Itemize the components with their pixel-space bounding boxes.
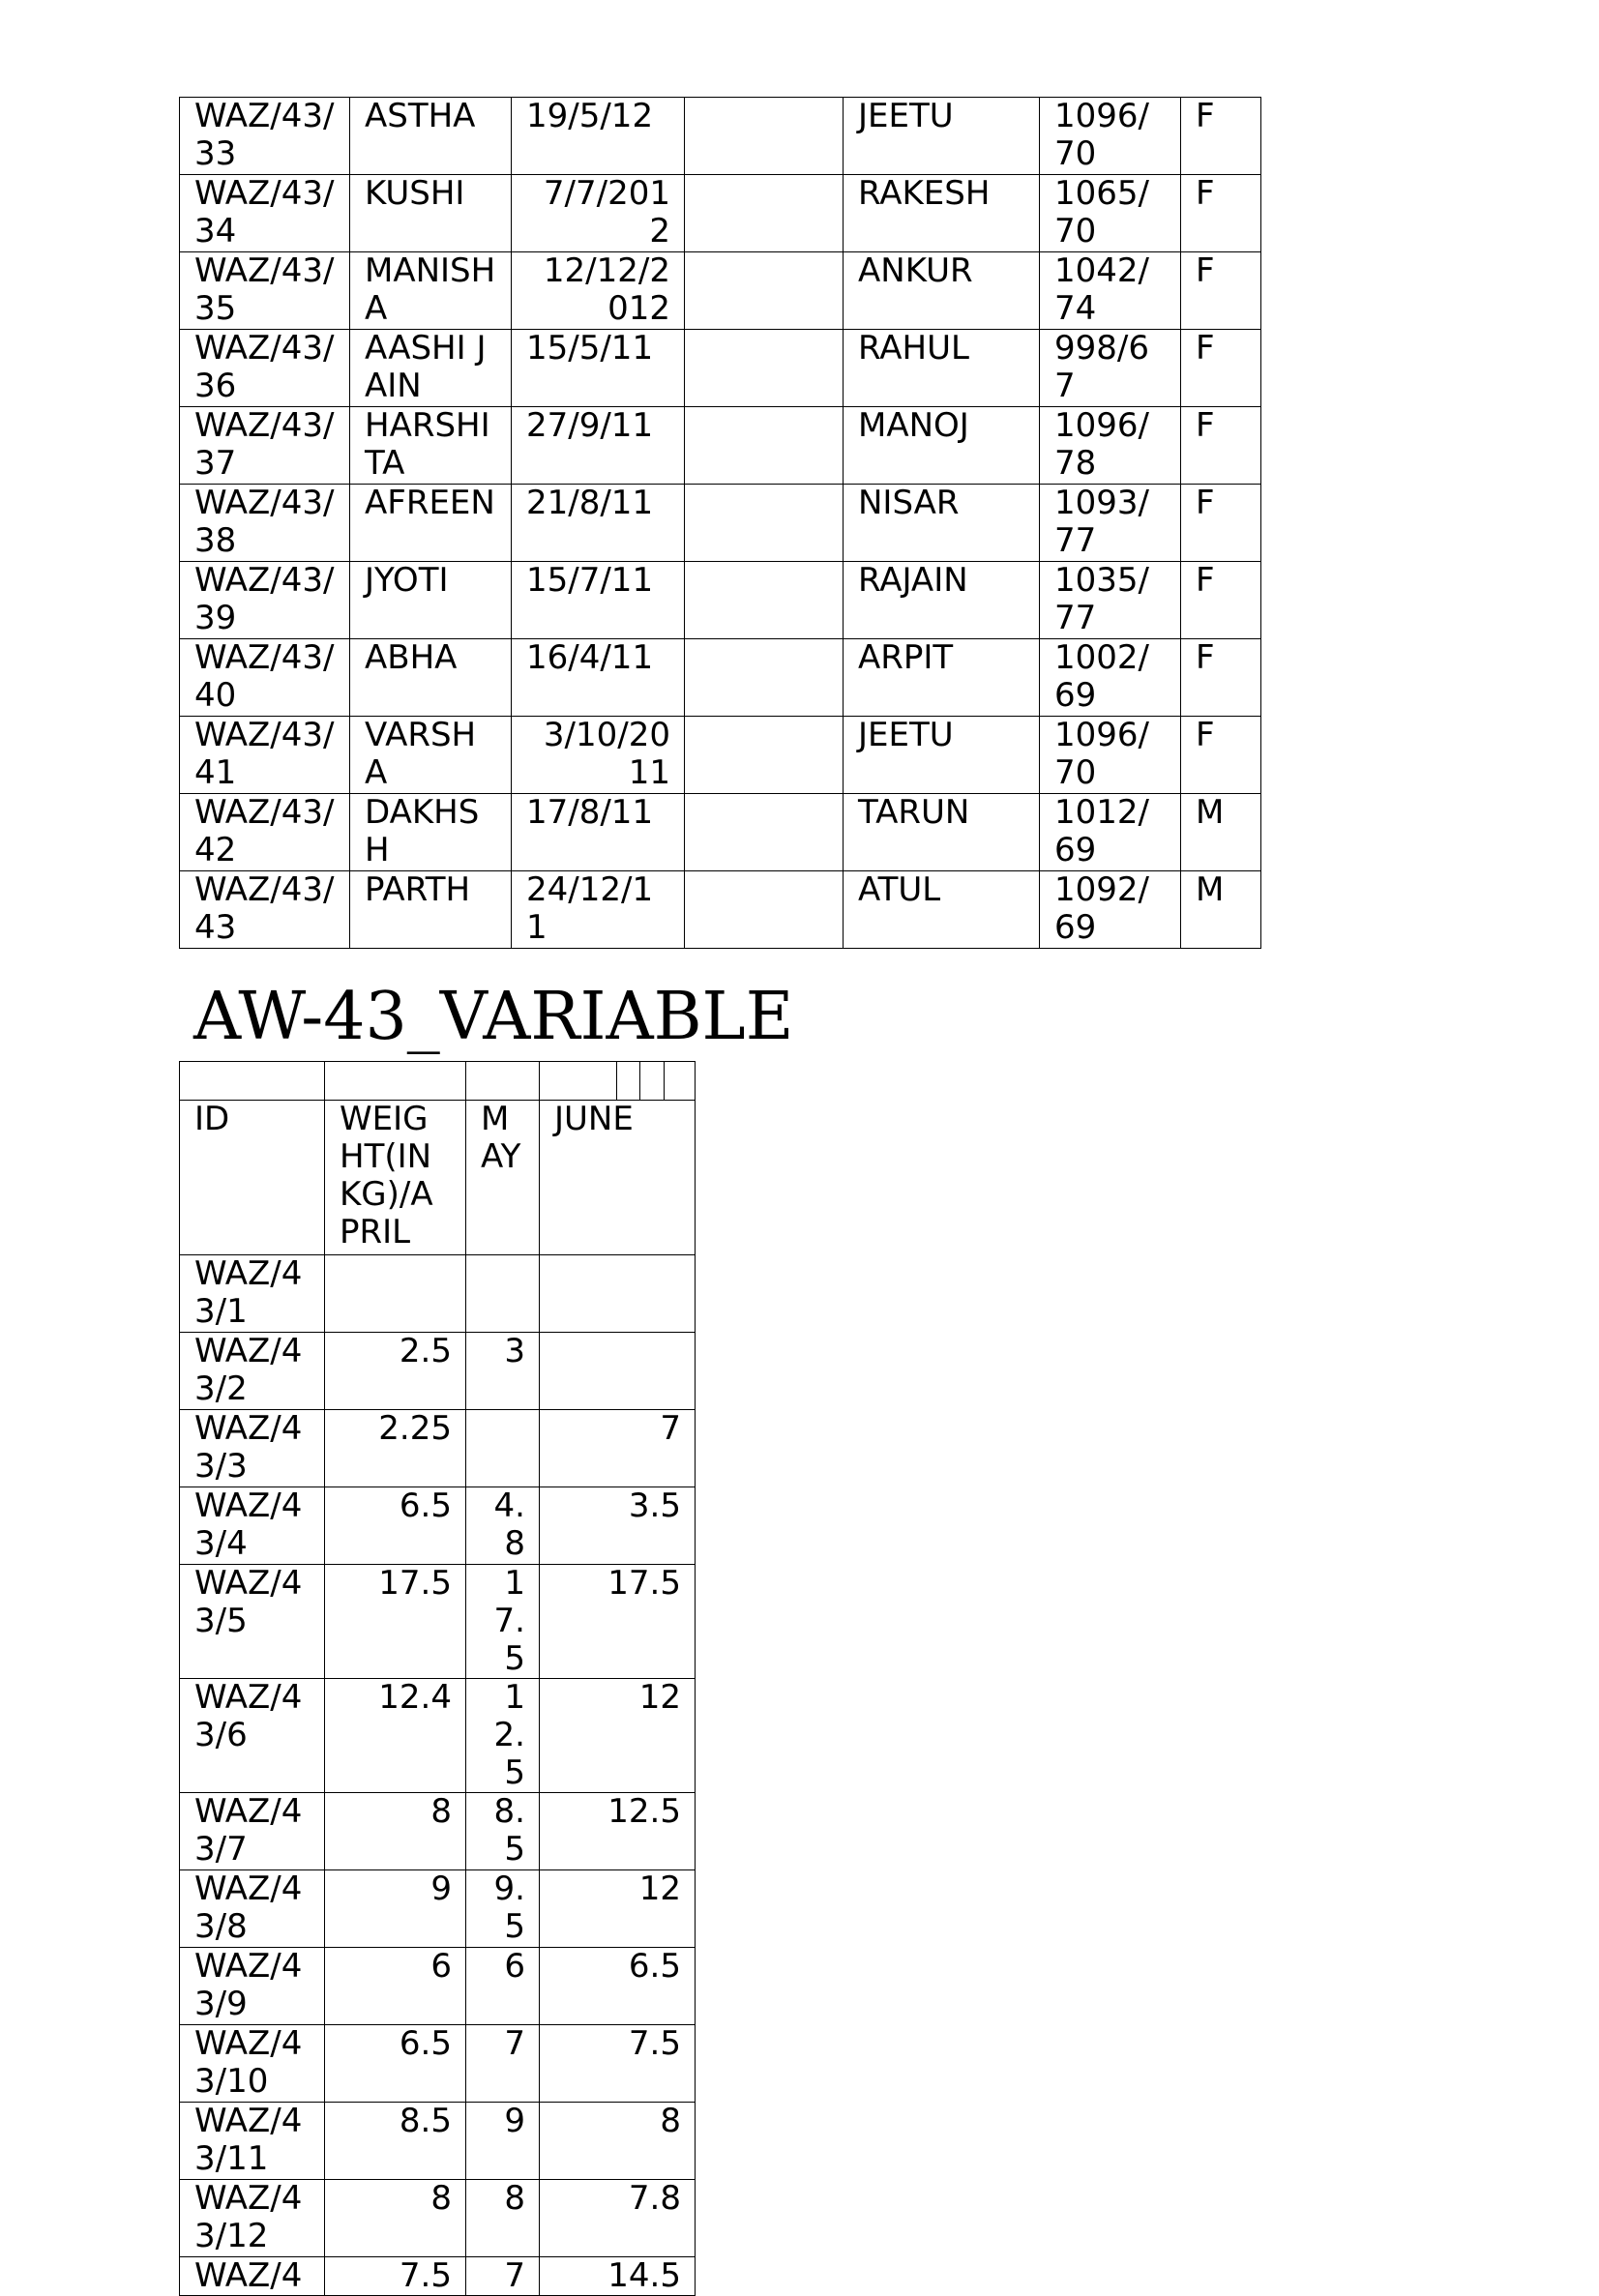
table-row: [180, 252, 1261, 330]
dob-cell: 21/8/11: [512, 485, 685, 562]
april-cell: 6.5: [325, 1487, 466, 1565]
may-cell: 12.5: [466, 1679, 540, 1793]
april-cell: 8.5: [325, 2103, 466, 2180]
blank-cell: [685, 794, 844, 871]
student-name-cell: VARSHA: [350, 717, 512, 794]
code-cell: 1042/74: [1040, 252, 1181, 330]
father-name-cell: RAHUL: [844, 330, 1040, 407]
sex-cell: M: [1181, 794, 1261, 871]
may-cell: 9.5: [466, 1870, 540, 1948]
spacer-split-cell: [540, 1062, 696, 1101]
student-id-cell: WAZ/43/35: [180, 252, 350, 330]
spacer-row: [180, 1062, 696, 1101]
code-cell: 1093/77: [1040, 485, 1181, 562]
sex-cell: F: [1181, 407, 1261, 485]
june-cell: [540, 1333, 696, 1410]
june-cell: 8: [540, 2103, 696, 2180]
blank-cell: [685, 175, 844, 252]
may-cell: 6: [466, 1948, 540, 2025]
code-cell: 1012/69: [1040, 794, 1181, 871]
father-name-cell: ATUL: [844, 871, 1040, 949]
june-cell: [540, 1255, 696, 1333]
table-row: [180, 1410, 696, 1487]
student-id-cell: WAZ/43/36: [180, 330, 350, 407]
student-name-cell: KUSHI: [350, 175, 512, 252]
students-table: [179, 97, 1261, 949]
table-row: [180, 98, 1261, 175]
may-cell: 8: [466, 2180, 540, 2257]
father-name-cell: JEETU: [844, 717, 1040, 794]
student-name-cell: HARSHITA: [350, 407, 512, 485]
weight-id-cell: WAZ/43/4: [180, 1487, 325, 1565]
weight-id-cell: WAZ/43/3: [180, 1410, 325, 1487]
sex-cell: M: [1181, 871, 1261, 949]
table-row: [180, 1255, 696, 1333]
weight-id-cell: WAZ/43/2: [180, 1333, 325, 1410]
spacer-cell: [180, 1062, 325, 1101]
sex-cell: F: [1181, 562, 1261, 639]
table-row: [180, 871, 1261, 949]
dob-cell: 15/5/11: [512, 330, 685, 407]
student-name-cell: DAKHSH: [350, 794, 512, 871]
father-name-cell: RAJAIN: [844, 562, 1040, 639]
table-row: [180, 2257, 696, 2296]
student-name-cell: MANISHA: [350, 252, 512, 330]
june-cell: 7.5: [540, 2025, 696, 2103]
june-cell: 12: [540, 1679, 696, 1793]
april-cell: 6: [325, 1948, 466, 2025]
split-line: [639, 1062, 640, 1100]
table-row: [180, 639, 1261, 717]
table-row: [180, 1333, 696, 1410]
june-cell: 3.5: [540, 1487, 696, 1565]
dob-cell: 24/12/11: [512, 871, 685, 949]
section-heading: AW-43_VARIABLE: [193, 979, 794, 1055]
april-cell: [325, 1255, 466, 1333]
spacer-cell: [325, 1062, 466, 1101]
sex-cell: F: [1181, 485, 1261, 562]
june-cell: 7: [540, 1410, 696, 1487]
student-id-cell: WAZ/43/34: [180, 175, 350, 252]
may-cell: 7: [466, 2025, 540, 2103]
april-cell: 8: [325, 2180, 466, 2257]
table-row: [180, 1679, 696, 1793]
student-name-cell: AFREEN: [350, 485, 512, 562]
blank-cell: [685, 330, 844, 407]
sex-cell: F: [1181, 330, 1261, 407]
june-cell: 7.8: [540, 2180, 696, 2257]
dob-cell: 17/8/11: [512, 794, 685, 871]
weight-header-row: [180, 1101, 696, 1255]
may-cell: 8.5: [466, 1793, 540, 1870]
weight-id-cell: WAZ/43/7: [180, 1793, 325, 1870]
blank-cell: [685, 562, 844, 639]
father-name-cell: ARPIT: [844, 639, 1040, 717]
dob-cell: 15/7/11: [512, 562, 685, 639]
father-name-cell: JEETU: [844, 98, 1040, 175]
code-cell: 998/67: [1040, 330, 1181, 407]
weight-id-cell: WAZ/43/12: [180, 2180, 325, 2257]
blank-cell: [685, 485, 844, 562]
sex-cell: F: [1181, 717, 1261, 794]
code-cell: 1002/69: [1040, 639, 1181, 717]
table-row: [180, 330, 1261, 407]
blank-cell: [685, 407, 844, 485]
student-name-cell: ASTHA: [350, 98, 512, 175]
table-row: [180, 2180, 696, 2257]
dob-cell: 3/10/2011: [512, 717, 685, 794]
table-row: [180, 1793, 696, 1870]
table-row: [180, 175, 1261, 252]
dob-cell: 7/7/2012: [512, 175, 685, 252]
table-row: [180, 1870, 696, 1948]
april-cell: 12.4: [325, 1679, 466, 1793]
spacer-cell: [466, 1062, 540, 1101]
may-cell: 17.5: [466, 1565, 540, 1679]
student-id-cell: WAZ/43/43: [180, 871, 350, 949]
dob-cell: 12/12/2012: [512, 252, 685, 330]
blank-cell: [685, 252, 844, 330]
blank-cell: [685, 98, 844, 175]
april-cell: 2.5: [325, 1333, 466, 1410]
table-row: [180, 1487, 696, 1565]
weight-id-cell: WAZ/43/5: [180, 1565, 325, 1679]
student-id-cell: WAZ/43/41: [180, 717, 350, 794]
code-cell: 1096/78: [1040, 407, 1181, 485]
dob-cell: 27/9/11: [512, 407, 685, 485]
blank-cell: [685, 871, 844, 949]
table-row: [180, 2025, 696, 2103]
april-cell: 7.5: [325, 2257, 466, 2296]
father-name-cell: NISAR: [844, 485, 1040, 562]
header-id: ID: [180, 1101, 325, 1255]
split-line: [616, 1062, 617, 1100]
table-row: [180, 2103, 696, 2180]
blank-cell: [685, 717, 844, 794]
june-cell: 12.5: [540, 1793, 696, 1870]
june-cell: 6.5: [540, 1948, 696, 2025]
table-row: [180, 485, 1261, 562]
sex-cell: F: [1181, 175, 1261, 252]
father-name-cell: MANOJ: [844, 407, 1040, 485]
april-cell: 6.5: [325, 2025, 466, 2103]
sex-cell: F: [1181, 639, 1261, 717]
may-cell: [466, 1255, 540, 1333]
weight-id-cell: WAZ/43/6: [180, 1679, 325, 1793]
weight-id-cell: WAZ/43/11: [180, 2103, 325, 2180]
student-name-cell: AASHI JAIN: [350, 330, 512, 407]
weight-table: [179, 1061, 696, 2296]
table-row: [180, 717, 1261, 794]
code-cell: 1096/70: [1040, 98, 1181, 175]
weight-id-cell: WAZ/4: [180, 2257, 325, 2296]
june-cell: 17.5: [540, 1565, 696, 1679]
student-id-cell: WAZ/43/33: [180, 98, 350, 175]
june-cell: 14.5: [540, 2257, 696, 2296]
table-row: [180, 794, 1261, 871]
blank-cell: [685, 639, 844, 717]
student-id-cell: WAZ/43/40: [180, 639, 350, 717]
may-cell: 3: [466, 1333, 540, 1410]
weight-id-cell: WAZ/43/8: [180, 1870, 325, 1948]
split-line: [664, 1062, 665, 1100]
dob-cell: 16/4/11: [512, 639, 685, 717]
code-cell: 1096/70: [1040, 717, 1181, 794]
header-may: MAY: [466, 1101, 540, 1255]
table-row: [180, 407, 1261, 485]
student-id-cell: WAZ/43/39: [180, 562, 350, 639]
student-id-cell: WAZ/43/38: [180, 485, 350, 562]
sex-cell: F: [1181, 252, 1261, 330]
code-cell: 1065/70: [1040, 175, 1181, 252]
april-cell: 17.5: [325, 1565, 466, 1679]
code-cell: 1035/77: [1040, 562, 1181, 639]
father-name-cell: TARUN: [844, 794, 1040, 871]
father-name-cell: ANKUR: [844, 252, 1040, 330]
father-name-cell: RAKESH: [844, 175, 1040, 252]
weight-id-cell: WAZ/43/1: [180, 1255, 325, 1333]
header-june: JUNE: [540, 1101, 696, 1255]
may-cell: 9: [466, 2103, 540, 2180]
april-cell: 2.25: [325, 1410, 466, 1487]
april-cell: 9: [325, 1870, 466, 1948]
code-cell: 1092/69: [1040, 871, 1181, 949]
table-row: [180, 1948, 696, 2025]
header-april: WEIGHT(IN KG)/APRIL: [325, 1101, 466, 1255]
june-cell: 12: [540, 1870, 696, 1948]
table-row: [180, 562, 1261, 639]
sex-cell: F: [1181, 98, 1261, 175]
weight-id-cell: WAZ/43/10: [180, 2025, 325, 2103]
may-cell: [466, 1410, 540, 1487]
student-id-cell: WAZ/43/37: [180, 407, 350, 485]
weight-id-cell: WAZ/43/9: [180, 1948, 325, 2025]
student-name-cell: ABHA: [350, 639, 512, 717]
table-row: [180, 1565, 696, 1679]
student-id-cell: WAZ/43/42: [180, 794, 350, 871]
april-cell: 8: [325, 1793, 466, 1870]
dob-cell: 19/5/12: [512, 98, 685, 175]
student-name-cell: PARTH: [350, 871, 512, 949]
may-cell: 7: [466, 2257, 540, 2296]
student-name-cell: JYOTI: [350, 562, 512, 639]
may-cell: 4.8: [466, 1487, 540, 1565]
